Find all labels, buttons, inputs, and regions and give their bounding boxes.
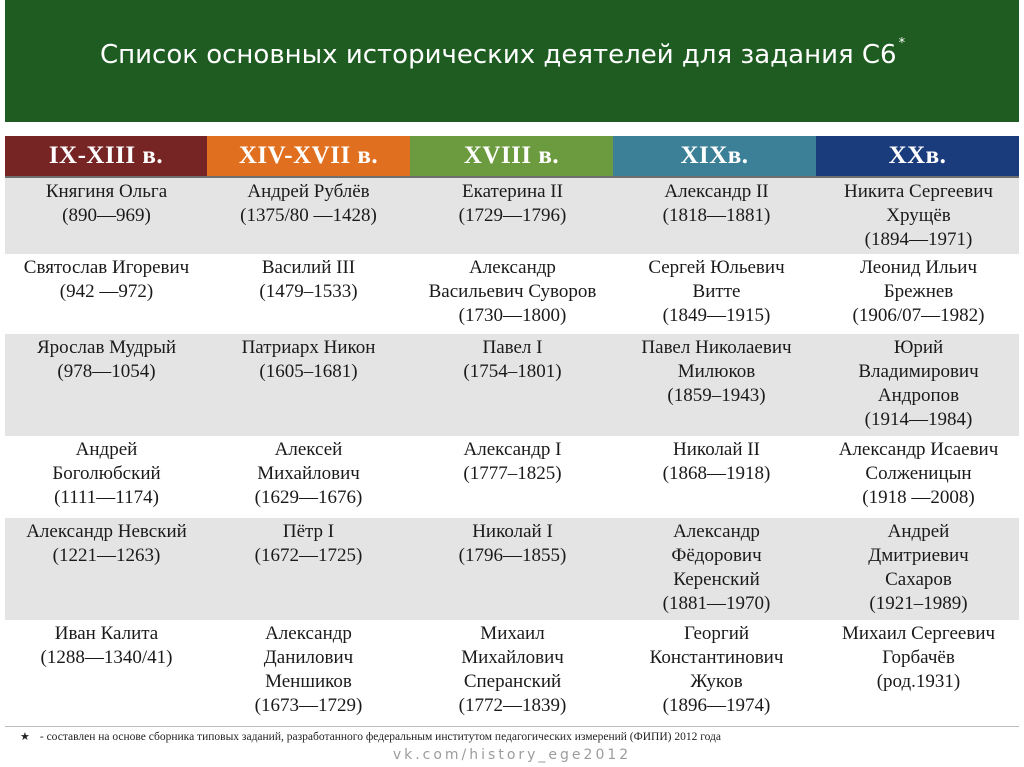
cell-name-line: Александр II	[664, 181, 769, 202]
cell-name-line: Юрий	[893, 337, 944, 358]
cell-name-line: Павел I	[482, 337, 543, 358]
cell-name-line: Михаил Сергеевич	[841, 623, 996, 644]
page-title: Список основных исторических деятелей для задания С6 *	[100, 36, 906, 70]
cell-name-line: Павел Николаевич	[641, 337, 792, 358]
cell-name-line: Андрей	[887, 521, 950, 542]
table-cell	[615, 520, 818, 616]
table-header-row	[5, 136, 1019, 176]
cell-name-line: Василий III	[261, 257, 356, 278]
cell-years: (1730—1800)	[458, 305, 567, 326]
cell-name-line: Святослав Игоревич	[23, 257, 190, 278]
cell-years: (1754–1801)	[463, 361, 562, 382]
cell-years: (1221—1263)	[52, 545, 161, 566]
footnote-text: - составлен на основе сборника типовых заданий, разработанного федеральным институтом педагогических измерений (ФИПИ) 2012 года	[39, 731, 722, 743]
cell-name-line: Александр	[265, 623, 352, 644]
footnote	[20, 730, 1010, 743]
cell-name-line: Сахаров	[885, 569, 952, 590]
cell-years: (1818—1881)	[662, 205, 771, 226]
cell-name-line: Александр Невский	[26, 521, 187, 542]
cell-name-line: Пётр I	[282, 521, 335, 542]
table-row	[5, 518, 1019, 620]
cell-name-line: Николай I	[472, 521, 553, 542]
table-row	[5, 178, 1019, 254]
table-cell	[615, 622, 818, 718]
cell-years: (1673—1729)	[254, 695, 363, 716]
cell-name-line: Солженицын	[865, 463, 972, 484]
cell-name-line: Данилович	[263, 647, 354, 668]
cell-name-line: Екатерина II	[462, 181, 563, 202]
footnote-star-icon: ★	[20, 731, 30, 743]
cell-name-line: Хрущёв	[886, 205, 951, 226]
table-row	[5, 334, 1019, 436]
cell-years: (1479–1533)	[259, 281, 358, 302]
column-header: IX-XIII в.	[5, 136, 207, 176]
table-cell	[5, 438, 208, 510]
cell-years: (1672—1725)	[254, 545, 363, 566]
column-header: XXв.	[816, 136, 1019, 176]
table-cell	[5, 256, 208, 304]
cell-name-line: Александр Исаевич	[838, 439, 999, 460]
cell-name-line: Георгий	[683, 623, 750, 644]
table-cell	[207, 520, 410, 568]
cell-years: (1729—1796)	[458, 205, 567, 226]
table-cell	[615, 256, 818, 328]
table-cell	[207, 180, 410, 228]
cell-years: (1849—1915)	[662, 305, 771, 326]
cell-years: (1288—1340/41)	[40, 647, 173, 668]
cell-name-line: Константинович	[649, 647, 784, 668]
table-cell	[411, 438, 614, 486]
table-cell	[207, 622, 410, 718]
cell-name-line: Меншиков	[265, 671, 352, 692]
cell-name-line: Дмитриевич	[868, 545, 969, 566]
cell-name-line: Горбачёв	[882, 647, 955, 668]
table-cell	[5, 336, 208, 384]
table-cell	[207, 336, 410, 384]
table-cell	[5, 520, 208, 568]
table-cell	[817, 438, 1020, 510]
table-cell	[615, 180, 818, 228]
cell-name-line: Брежнев	[883, 281, 954, 302]
cell-name-line: Жуков	[690, 671, 743, 692]
cell-name-line: Андрей	[75, 439, 138, 460]
cell-years: (1921–1989)	[869, 593, 968, 614]
table-cell	[207, 438, 410, 510]
table-cell	[5, 180, 208, 228]
cell-years: (1629—1676)	[254, 487, 363, 508]
cell-years: (род.1931)	[876, 671, 961, 692]
table-row	[5, 436, 1019, 518]
cell-name-line: Патриарх Никон	[241, 337, 376, 358]
cell-years: (1868—1918)	[662, 463, 771, 484]
cell-name-line: Сперанский	[463, 671, 562, 692]
cell-years: (1111—1174)	[54, 487, 159, 508]
table-cell	[615, 438, 818, 486]
title-footnote-mark: *	[898, 36, 906, 51]
table-cell	[615, 336, 818, 408]
table-cell	[817, 520, 1020, 616]
cell-name-line: Михаил	[480, 623, 545, 644]
cell-years: (978—1054)	[57, 361, 156, 382]
cell-name-line: Иван Калита	[54, 623, 159, 644]
cell-name-line: Алексей	[274, 439, 343, 460]
figures-table	[5, 136, 1019, 176]
cell-years: (1918 —2008)	[862, 487, 975, 508]
cell-years: (890—969)	[62, 205, 151, 226]
table-cell	[817, 180, 1020, 252]
cell-name-line: Керенский	[673, 569, 760, 590]
footer-divider	[5, 726, 1019, 727]
watermark: vk.com/history_ege2012	[392, 747, 632, 763]
table-cell	[411, 336, 614, 384]
cell-name-line: Княгиня Ольга	[45, 181, 168, 202]
cell-name-line: Александр	[673, 521, 760, 542]
cell-years: (1772—1839)	[458, 695, 567, 716]
table-cell	[5, 622, 208, 670]
table-cell	[411, 520, 614, 568]
cell-years: (1777–1825)	[463, 463, 562, 484]
cell-name-line: Леонид Ильич	[859, 257, 978, 278]
table-cell	[817, 256, 1020, 328]
cell-years: (1375/80 —1428)	[240, 205, 377, 226]
cell-name-line: Витте	[692, 281, 741, 302]
cell-name-line: Михайлович	[461, 647, 564, 668]
cell-name-line: Милюков	[677, 361, 756, 382]
cell-years: (1605–1681)	[259, 361, 358, 382]
cell-name-line: Боголюбский	[52, 463, 161, 484]
table-row	[5, 254, 1019, 334]
table-cell	[411, 622, 614, 718]
cell-name-line: Ярослав Мудрый	[36, 337, 177, 358]
table-cell	[207, 256, 410, 304]
column-header: XVIII в.	[410, 136, 613, 176]
cell-name-line: Андрей Рублёв	[247, 181, 370, 202]
table-cell	[411, 256, 614, 328]
table-cell	[411, 180, 614, 228]
cell-name-line: Никита Сергеевич	[844, 181, 993, 202]
cell-years: (1859–1943)	[667, 385, 766, 406]
cell-name-line: Васильевич Суворов	[428, 281, 597, 302]
title-banner	[5, 0, 1019, 122]
cell-name-line: Александр	[469, 257, 556, 278]
cell-years: (1796—1855)	[458, 545, 567, 566]
cell-years: (1906/07—1982)	[852, 305, 985, 326]
column-header: XIXв.	[613, 136, 816, 176]
cell-name-line: Андропов	[877, 385, 960, 406]
cell-name-line: Николай II	[673, 439, 760, 460]
cell-name-line: Александр I	[463, 439, 562, 460]
table-cell	[817, 622, 1020, 694]
cell-name-line: Фёдорович	[671, 545, 762, 566]
table-cell	[817, 336, 1020, 432]
cell-years: (1914—1984)	[864, 409, 973, 430]
cell-name-line: Сергей Юльевич	[648, 257, 785, 278]
table-row	[5, 620, 1019, 724]
cell-years: (1881—1970)	[662, 593, 771, 614]
cell-name-line: Михайлович	[257, 463, 360, 484]
column-header: XIV-XVII в.	[207, 136, 410, 176]
cell-name-line: Владимирович	[858, 361, 979, 382]
cell-years: (1896—1974)	[662, 695, 771, 716]
cell-years: (1894—1971)	[864, 229, 973, 250]
cell-years: (942 —972)	[59, 281, 154, 302]
